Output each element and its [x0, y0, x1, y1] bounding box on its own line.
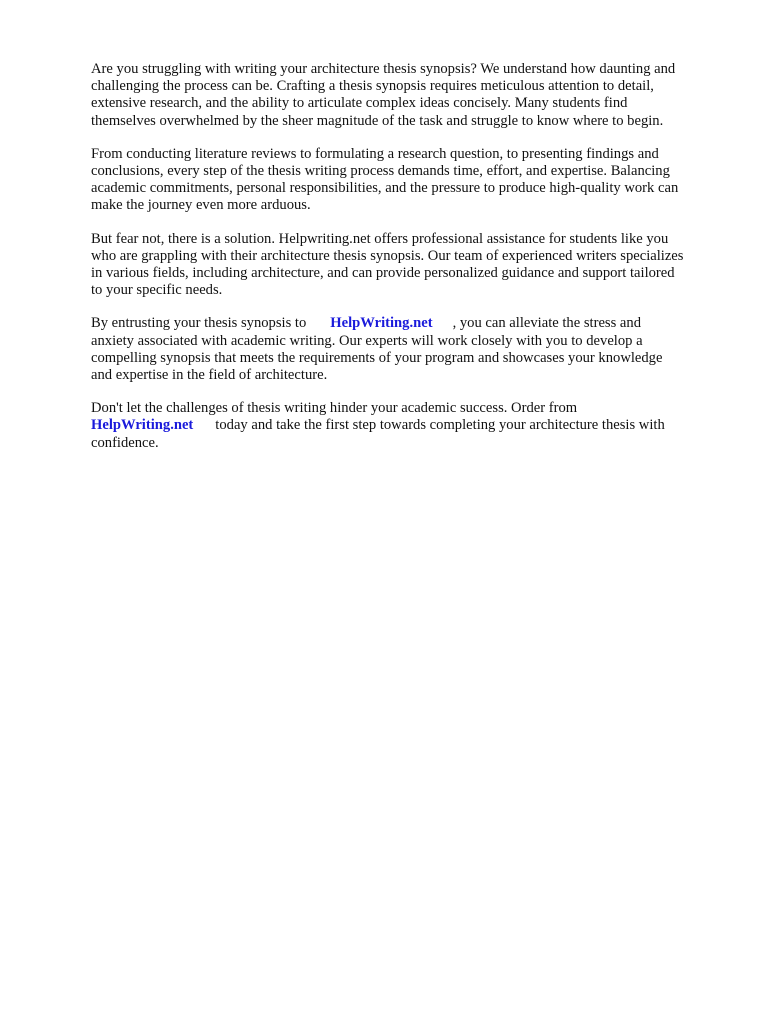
helpwriting-link-1[interactable]: HelpWriting.net	[330, 315, 433, 332]
paragraph-order	[91, 400, 731, 452]
paragraph-order-start: Don't let the challenges of thesis writing hinder your academic success. Order from	[91, 400, 578, 417]
paragraph-order-end: today and take the first step towards completing your architecture thesis with confidence.	[91, 417, 665, 451]
helpwriting-link-2[interactable]: HelpWriting.net	[91, 417, 194, 434]
paragraph-entrusting-end: , you can alleviate the stress and anxiety associated with academic writing. Our experts will work closely with you to develop a compelling synopsis that meets the requirements of your program and showcases your knowledge and expertise in the field of architecture.	[91, 315, 663, 384]
paragraph-solution: But fear not, there is a solution. Helpwriting.net offers professional assistance for students like you who are grappling with their architecture thesis synopsis. Our team of experienced writers specializes in various fields, including architecture, and can provide personalized guidance and support tailored to your specific needs.	[91, 230, 684, 299]
document-body	[91, 61, 731, 468]
paragraph-intro: Are you struggling with writing your architecture thesis synopsis? We understand how daunting and challenging the process can be. Crafting a thesis synopsis requires meticulous attention to detail, extensive research, and the ability to articulate complex ideas concisely. Many students find themselves overwhelmed by the sheer magnitude of the task and struggle to know where to begin.	[91, 61, 676, 129]
paragraph-entrusting	[91, 315, 731, 384]
paragraph-entrusting-start: By entrusting your thesis synopsis to	[91, 315, 307, 332]
paragraph-process: From conducting literature reviews to formulating a research question, to presenting findings and conclusions, every step of the thesis writing process demands time, effort, and expertise. Balancing academic commitments, personal responsibilities, and the pressure to produce high-quality work can make the journey even more arduous.	[91, 145, 679, 214]
